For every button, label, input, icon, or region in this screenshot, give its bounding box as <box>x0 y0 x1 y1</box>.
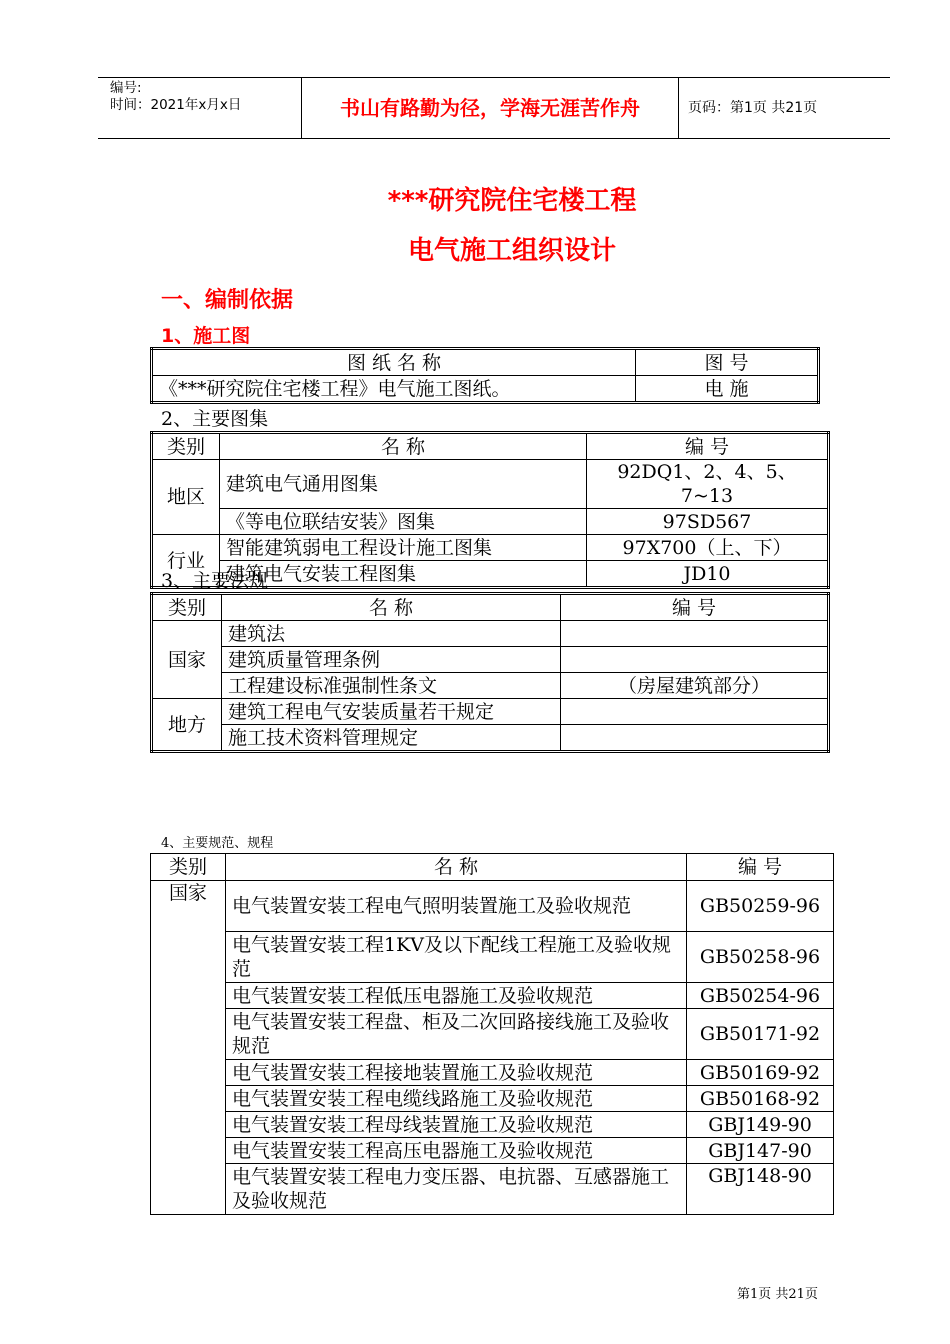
category-cell: 地方 <box>152 699 222 752</box>
table-row <box>151 1009 834 1060</box>
table-header-cell: 编 号 <box>561 594 829 621</box>
table-cell: GBJ147-90 <box>687 1138 834 1164</box>
table-cell: 《***研究院住宅楼工程》电气施工图纸。 <box>152 376 636 403</box>
table-row <box>151 881 834 932</box>
table-cell: JD10 <box>587 561 829 588</box>
table-cell <box>561 647 829 673</box>
table-cell: 电气装置安装工程低压电器施工及验收规范 <box>226 983 687 1009</box>
table-cell: GB50169-92 <box>687 1060 834 1086</box>
table-cell: 92DQ1、2、4、5、7~13 <box>587 460 829 509</box>
subsection-heading: 1、施工图 <box>161 325 251 347</box>
table-cell <box>561 621 829 647</box>
table-cell: 电 施 <box>636 376 819 403</box>
table-cell: 建筑工程电气安装质量若干规定 <box>222 699 561 725</box>
table-cell: GBJ149-90 <box>687 1112 834 1138</box>
table-row <box>151 1060 834 1086</box>
page-header <box>98 77 890 139</box>
table-cell: GB50258-96 <box>687 932 834 983</box>
time-label: 时间：2021年x月x日 <box>110 97 242 113</box>
table-cell: 电气装置安装工程盘、柜及二次回路接线施工及验收规范 <box>226 1009 687 1060</box>
table-row <box>151 1086 834 1112</box>
table-cell: GB50168-92 <box>687 1086 834 1112</box>
table-row <box>151 932 834 983</box>
table-cell: 建筑电气安装工程图集 <box>220 561 587 588</box>
table-row <box>152 376 819 403</box>
table-cell: GB50171-92 <box>687 1009 834 1060</box>
table-header-cell: 类别 <box>152 433 220 460</box>
table-row <box>152 460 829 509</box>
table-header-cell: 图 纸 名 称 <box>152 349 636 376</box>
header-page-info: 页码：第1页 共21页 <box>688 100 818 116</box>
table-header-cell: 编 号 <box>687 854 834 881</box>
table-header-cell: 类别 <box>152 594 222 621</box>
table-cell: 电气装置安装工程电缆线路施工及验收规范 <box>226 1086 687 1112</box>
table-cell: 建筑质量管理条例 <box>222 647 561 673</box>
table-cell: 智能建筑弱电工程设计施工图集 <box>220 535 587 561</box>
table-cell: 建筑电气通用图集 <box>220 460 587 509</box>
page-footer: 第1页 共21页 <box>737 1287 818 1302</box>
table-header-cell: 名 称 <box>220 433 587 460</box>
category-cell: 国家 <box>151 881 226 1215</box>
table-row <box>152 621 829 647</box>
table-cell <box>561 699 829 725</box>
table-row <box>152 535 829 561</box>
table-cell: （房屋建筑部分） <box>561 673 829 699</box>
document-title: ***研究院住宅楼工程 <box>387 186 637 216</box>
table-cell: 工程建设标准强制性条文 <box>222 673 561 699</box>
table-row <box>152 509 829 535</box>
spec-table <box>150 853 834 1215</box>
table-row <box>151 983 834 1009</box>
table-cell: GB50254-96 <box>687 983 834 1009</box>
table-cell: 建筑法 <box>222 621 561 647</box>
number-label: 编号: <box>110 80 142 96</box>
section-heading: 一、编制依据 <box>161 288 294 313</box>
table-row <box>152 647 829 673</box>
table-header-row <box>152 594 829 621</box>
header-meta <box>110 80 300 114</box>
document-subtitle: 电气施工组织设计 <box>407 236 616 266</box>
table-cell: 《等电位联结安装》图集 <box>220 509 587 535</box>
table-row <box>151 1138 834 1164</box>
table-cell: 电气装置安装工程电力变压器、电抗器、互感器施工及验收规范 <box>226 1164 687 1215</box>
table-header-cell: 类别 <box>151 854 226 881</box>
category-cell: 行业 <box>152 535 220 588</box>
table-row <box>152 699 829 725</box>
table-row <box>152 725 829 752</box>
table-header-cell: 名 称 <box>222 594 561 621</box>
category-cell: 地区 <box>152 460 220 535</box>
table-row <box>151 1164 834 1215</box>
table-header-cell: 编 号 <box>587 433 829 460</box>
table-cell: 97SD567 <box>587 509 829 535</box>
table-cell: 电气装置安装工程1KV及以下配线工程施工及验收规范 <box>226 932 687 983</box>
table-cell: GBJ148-90 <box>687 1164 834 1215</box>
table-cell: 97X700（上、下） <box>587 535 829 561</box>
table-cell: 电气装置安装工程母线装置施工及验收规范 <box>226 1112 687 1138</box>
table-cell: GB50259-96 <box>687 881 834 932</box>
table-header-row <box>151 854 834 881</box>
table-cell <box>561 725 829 752</box>
subsection-heading: 3、主要法规 <box>161 570 269 592</box>
header-divider <box>678 78 679 138</box>
table-row <box>152 673 829 699</box>
header-motto: 书山有路勤为径，学海无涯苦作舟 <box>340 96 640 120</box>
law-table <box>150 592 830 753</box>
table-header-row <box>152 349 819 376</box>
table-header-row <box>152 433 829 460</box>
table-cell: 电气装置安装工程接地装置施工及验收规范 <box>226 1060 687 1086</box>
drawing-table <box>150 347 820 404</box>
subsection-heading: 4、主要规范、规程 <box>161 836 274 851</box>
table-cell: 电气装置安装工程高压电器施工及验收规范 <box>226 1138 687 1164</box>
table-cell: 施工技术资料管理规定 <box>222 725 561 752</box>
table-header-cell: 图 号 <box>636 349 819 376</box>
table-row <box>151 1112 834 1138</box>
category-cell: 国家 <box>152 621 222 699</box>
table-header-cell: 名 称 <box>226 854 687 881</box>
subsection-heading: 2、主要图集 <box>161 408 269 430</box>
table-cell: 电气装置安装工程电气照明装置施工及验收规范 <box>226 881 687 932</box>
